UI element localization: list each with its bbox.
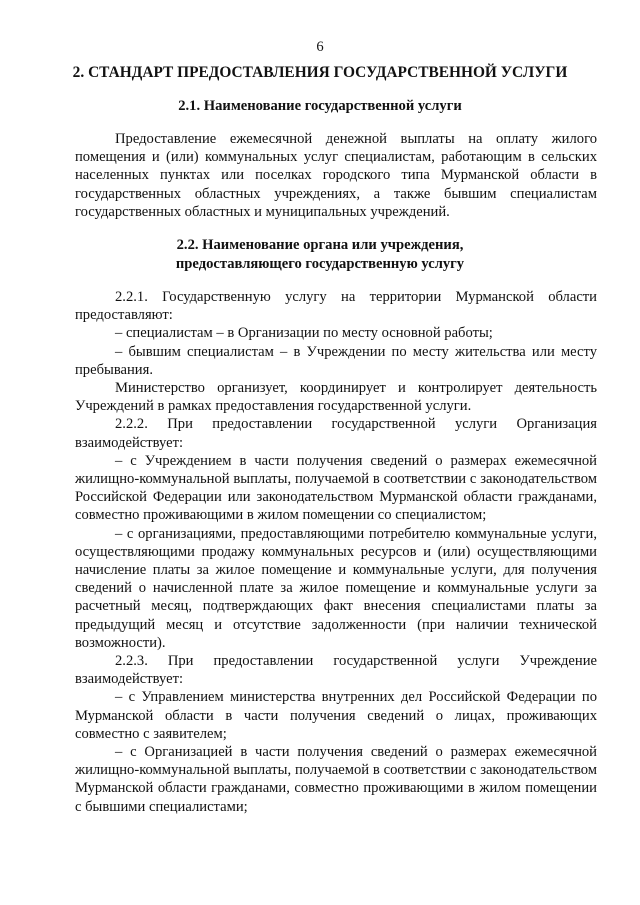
list-item: – с Учреждением в части получения сведений о размерах ежемесячной жилищно-коммунальной выплаты, получаемой в соответствии с законодательством Российской Федерации или законодательством Мурманской области гражданами, совместно проживающими в жилом помещении со специалистом; xyxy=(75,452,597,524)
paragraph-2-2-3: 2.2.3. При предоставлении государственной услуги Учреждение взаимодействует: xyxy=(75,653,597,688)
list-item: – с организациями, предоставляющими потребителю коммунальные услуги, осуществляющими продажу коммунальных ресурсов и (или) осуществляющими начисление платы за жилое помещение и коммунальные услуги, для получения сведений о начисленной плате за жилое помещение и коммунальные услуги за расчетный месяц, подтверждающих факт внесения специалистами платы за предыдущий месяц и отсутствие задолженности (при наличии технической возможности). xyxy=(75,525,597,651)
list-item: – специалистам – в Организации по месту основной работы; xyxy=(115,325,493,342)
list-item: – с Управлением министерства внутренних дел Российской Федерации по Мурманской области в части получения сведений о лицах, проживающих совместно с заявителем; xyxy=(75,689,597,742)
paragraph-2-2-2: 2.2.2. При предоставлении государственной услуги Организация взаимодействует: xyxy=(75,416,597,451)
subsection-2-1-body xyxy=(75,130,597,221)
subsection-2-2-body xyxy=(75,288,597,816)
page-number: 6 xyxy=(316,39,324,55)
paragraph-2-1: Предоставление ежемесячной денежной выплаты на оплату жилого помещения и (или) коммунальных услуг специалистам, работающим в сельских населенных пунктах или поселках городского типа Мурманской области в государственных областных учреждениях, а также бывшим специалистам государственных областных и муниципальных учреждений. xyxy=(75,131,597,220)
list-item: – с Организацией в части получения сведений о размерах ежемесячной жилищно-коммунальной выплаты, получаемой в соответствии с законодательством Мурманской области гражданами, совместно проживающими в жилом помещении с бывшими специалистами; xyxy=(75,744,597,815)
subsection-title-2-1: 2.1. Наименование государственной услуги xyxy=(178,98,462,114)
list-item: – бывшим специалистам – в Учреждении по месту жительства или месту пребывания. xyxy=(75,343,597,378)
section-title: 2. СТАНДАРТ ПРЕДОСТАВЛЕНИЯ ГОСУДАРСТВЕННОЙ УСЛУГИ xyxy=(72,64,568,81)
paragraph-ministry: Министерство организует, координирует и контролирует деятельность Учреждений в рамках предоставления государственной услуги. xyxy=(75,380,597,415)
paragraph-2-2-1: 2.2.1. Государственную услугу на территории Мурманской области предоставляют: xyxy=(75,289,597,324)
subsection-title-2-2-line1: 2.2. Наименование органа или учреждения, xyxy=(176,237,464,253)
subsection-title-2-2-line2: предоставляющего государственную услугу xyxy=(175,256,465,272)
